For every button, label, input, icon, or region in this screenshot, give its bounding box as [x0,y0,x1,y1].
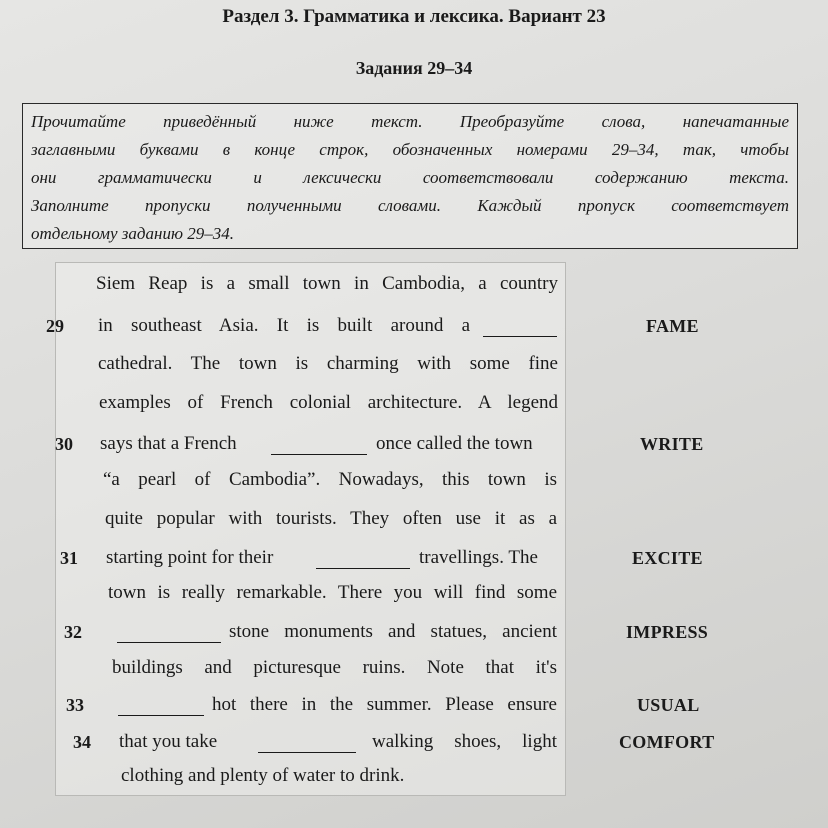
text-row [0,503,828,535]
text-row [0,652,828,684]
instructions-line: отдельному заданию 29–34. [31,224,234,243]
text-line: walking shoes, light [372,731,557,752]
text-line: examples of French colonial architecture. A legend [99,392,558,413]
answer-blank-33[interactable] [118,697,204,716]
text-line: in southeast Asia. It is built around a [98,315,470,336]
task-number: 32 [64,622,82,642]
instructions-line: они грамматически и лексически соответствовали содержанию текста. [31,168,789,187]
text-row-31 [0,542,828,574]
keyword-30: WRITE [640,434,704,454]
instructions-line: Заполните пропуски полученными словами. Каждый пропуск соответствует [31,196,789,215]
task-number: 33 [66,695,84,715]
text-row [0,348,828,380]
answer-blank-34[interactable] [258,734,356,753]
section-title: Раздел 3. Грамматика и лексика. Вариант 23 [222,6,606,27]
text-line: hot there in the summer. Please ensure [212,694,557,715]
task-number: 34 [73,732,91,752]
text-row [0,268,828,300]
text-line: quite popular with tourists. They often use it as a [105,508,557,529]
text-row [0,464,828,496]
answer-blank-31[interactable] [316,550,410,569]
text-row-29 [0,310,828,342]
text-row [0,387,828,419]
text-line: “a pearl of Cambodia”. Nowadays, this town is [103,469,557,490]
answer-blank-32[interactable] [117,624,221,643]
task-number: 31 [60,548,78,568]
instructions-box [22,103,798,249]
text-line: buildings and picturesque ruins. Note that it's [112,657,557,678]
text-line: travellings. The [419,547,538,568]
text-row-33 [0,689,828,721]
keyword-31: EXCITE [632,548,703,568]
keyword-32: IMPRESS [626,622,709,642]
text-line: says that a French [100,433,237,454]
instructions-line: Прочитайте приведённый ниже текст. Преобразуйте слова, напечатанные [31,112,789,131]
text-line: that you take [119,731,218,752]
text-line: once called the town [376,433,533,454]
text-line: Siem Reap is a small town in Cambodia, a country [96,273,558,294]
text-line: town is really remarkable. There you will find some [108,582,557,603]
instructions-line: заглавными буквами в конце строк, обозначенных номерами 29–34, так, чтобы [31,140,789,159]
keyword-29: FAME [646,316,699,336]
task-number: 29 [46,316,64,336]
answer-blank-30[interactable] [271,436,367,455]
text-line: cathedral. The town is charming with some fine [98,353,558,374]
text-line: clothing and plenty of water to drink. [121,765,405,786]
keyword-34: COMFORT [619,732,715,752]
task-number: 30 [55,434,73,454]
keyword-33: USUAL [637,695,700,715]
tasks-title: Задания 29–34 [355,58,473,78]
text-row-34 [0,726,828,758]
text-row-30 [0,428,828,460]
text-line: stone monuments and statues, ancient [229,621,557,642]
text-row [0,760,828,792]
text-row-32 [0,616,828,648]
text-line: starting point for their [106,547,274,568]
text-row [0,577,828,609]
answer-blank-29[interactable] [483,318,557,337]
